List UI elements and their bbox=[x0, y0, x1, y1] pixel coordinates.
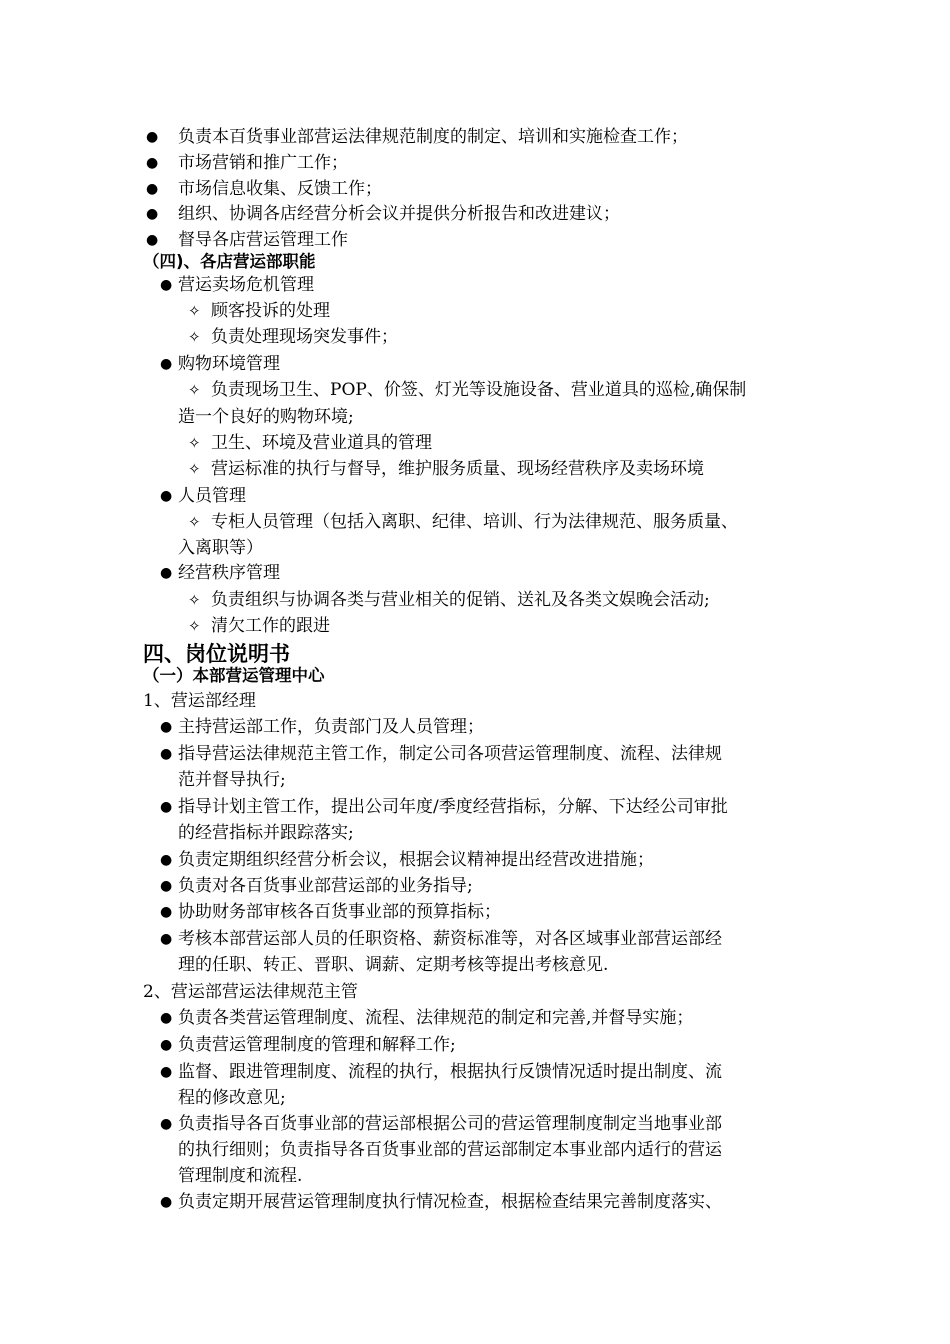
sub-item: 卫生、环境及营业道具的管理 bbox=[211, 433, 432, 453]
list-item: 负责营运管理制度的管理和解释工作; bbox=[178, 1035, 456, 1055]
list-item: 指导计划主管工作，提出公司年度/季度经营指标，分解、下达经公司审批 bbox=[178, 797, 728, 817]
list-item: 督导各店营运管理工作 bbox=[178, 230, 348, 250]
bullet-icon: ● bbox=[160, 277, 173, 293]
sub-item: 营运标准的执行与督导，维护服务质量、现场经营秩序及卖场环境 bbox=[211, 459, 704, 479]
list-item: 市场营销和推广工作； bbox=[178, 153, 348, 173]
sub-item-continuation: 入离职等） bbox=[178, 538, 263, 558]
bullet-icon: ● bbox=[146, 155, 159, 171]
list-item-continuation: 程的修改意见; bbox=[178, 1088, 286, 1108]
list-item: 负责定期开展营运管理制度执行情况检查，根据检查结果完善制度落实、 bbox=[178, 1192, 722, 1212]
list-item-continuation: 范并督导执行; bbox=[178, 770, 286, 790]
list-item-continuation: 的经营指标并跟踪落实; bbox=[178, 823, 354, 843]
sub-item-continuation: 造一个良好的购物环境; bbox=[178, 407, 354, 427]
bullet-icon: ● bbox=[160, 931, 173, 947]
diamond-icon: ✧ bbox=[188, 460, 201, 478]
bullet-icon: ● bbox=[160, 878, 173, 894]
bullet-icon: ● bbox=[146, 181, 159, 197]
bullet-icon: ● bbox=[160, 356, 173, 372]
sub-item: 负责现场卫生、POP、价签、灯光等设施设备、营业道具的巡检,确保制 bbox=[211, 380, 747, 400]
diamond-icon: ✧ bbox=[188, 328, 201, 346]
bullet-icon: ● bbox=[160, 488, 173, 504]
bullet-icon: ● bbox=[160, 1037, 173, 1053]
bullet-icon: ● bbox=[160, 1194, 173, 1210]
bullet-icon: ● bbox=[160, 719, 173, 735]
position-title: 1、营运部经理 bbox=[143, 691, 256, 711]
list-item: 负责定期组织经营分析会议，根据会议精神提出经营改进措施； bbox=[178, 850, 654, 870]
diamond-icon: ✧ bbox=[188, 513, 201, 531]
diamond-icon: ✧ bbox=[188, 381, 201, 399]
list-item: 指导营运法律规范主管工作，制定公司各项营运管理制度、流程、法律规 bbox=[178, 744, 722, 764]
list-item: 主持营运部工作，负责部门及人员管理； bbox=[178, 717, 484, 737]
sub-item: 专柜人员管理（包括入离职、纪律、培训、行为法律规范、服务质量、 bbox=[211, 512, 738, 532]
list-item: 协助财务部审核各百货事业部的预算指标； bbox=[178, 902, 501, 922]
bullet-icon: ● bbox=[160, 799, 173, 815]
sub-item: 负责组织与协调各类与营业相关的促销、送礼及各类文娱晚会活动; bbox=[211, 590, 710, 610]
list-item: 负责指导各百货事业部的营运部根据公司的营运管理制度制定当地事业部 bbox=[178, 1114, 722, 1134]
list-item: 人员管理 bbox=[178, 486, 246, 506]
list-item: 市场信息收集、反馈工作； bbox=[178, 179, 382, 199]
bullet-icon: ● bbox=[160, 904, 173, 920]
sub-item: 顾客投诉的处理 bbox=[211, 301, 330, 321]
list-item: 监督、跟进管理制度、流程的执行，根据执行反馈情况适时提出制度、流 bbox=[178, 1062, 722, 1082]
chapter-subtitle: （一）本部营运管理中心 bbox=[143, 666, 325, 685]
bullet-icon: ● bbox=[160, 1116, 173, 1132]
section-heading: （四)、各店营运部职能 bbox=[143, 252, 316, 271]
diamond-icon: ✧ bbox=[188, 302, 201, 320]
list-item: 经营秩序管理 bbox=[178, 563, 280, 583]
bullet-icon: ● bbox=[160, 565, 173, 581]
list-item-continuation: 的执行细则；负责指导各百货事业部的营运部制定本事业部内适行的营运 bbox=[178, 1140, 722, 1160]
position-title: 2、营运部营运法律规范主管 bbox=[143, 982, 358, 1002]
list-item-continuation: 理的任职、转正、晋职、调薪、定期考核等提出考核意见. bbox=[178, 955, 609, 975]
list-item: 组织、协调各店经营分析会议并提供分析报告和改进建议； bbox=[178, 204, 620, 224]
bullet-icon: ● bbox=[160, 852, 173, 868]
bullet-icon: ● bbox=[160, 1064, 173, 1080]
bullet-icon: ● bbox=[160, 1010, 173, 1026]
diamond-icon: ✧ bbox=[188, 434, 201, 452]
diamond-icon: ✧ bbox=[188, 617, 201, 635]
bullet-icon: ● bbox=[146, 206, 159, 222]
bullet-icon: ● bbox=[160, 746, 173, 762]
list-item: 负责对各百货事业部营运部的业务指导; bbox=[178, 876, 473, 896]
list-item: 购物环境管理 bbox=[178, 354, 280, 374]
bullet-icon: ● bbox=[146, 232, 159, 248]
sub-item: 负责处理现场突发事件； bbox=[211, 327, 398, 347]
list-item: 负责各类营运管理制度、流程、法律规范的制定和完善,并督导实施； bbox=[178, 1008, 694, 1028]
list-item: 负责本百货事业部营运法律规范制度的制定、培训和实施检查工作； bbox=[178, 127, 688, 147]
list-item: 考核本部营运部人员的任职资格、薪资标准等，对各区域事业部营运部经 bbox=[178, 929, 722, 949]
chapter-title: 四、岗位说明书 bbox=[143, 642, 290, 666]
sub-item: 清欠工作的跟进 bbox=[211, 616, 330, 636]
bullet-icon: ● bbox=[146, 129, 159, 145]
list-item-continuation: 管理制度和流程. bbox=[178, 1166, 303, 1186]
diamond-icon: ✧ bbox=[188, 591, 201, 609]
list-item: 营运卖场危机管理 bbox=[178, 275, 314, 295]
